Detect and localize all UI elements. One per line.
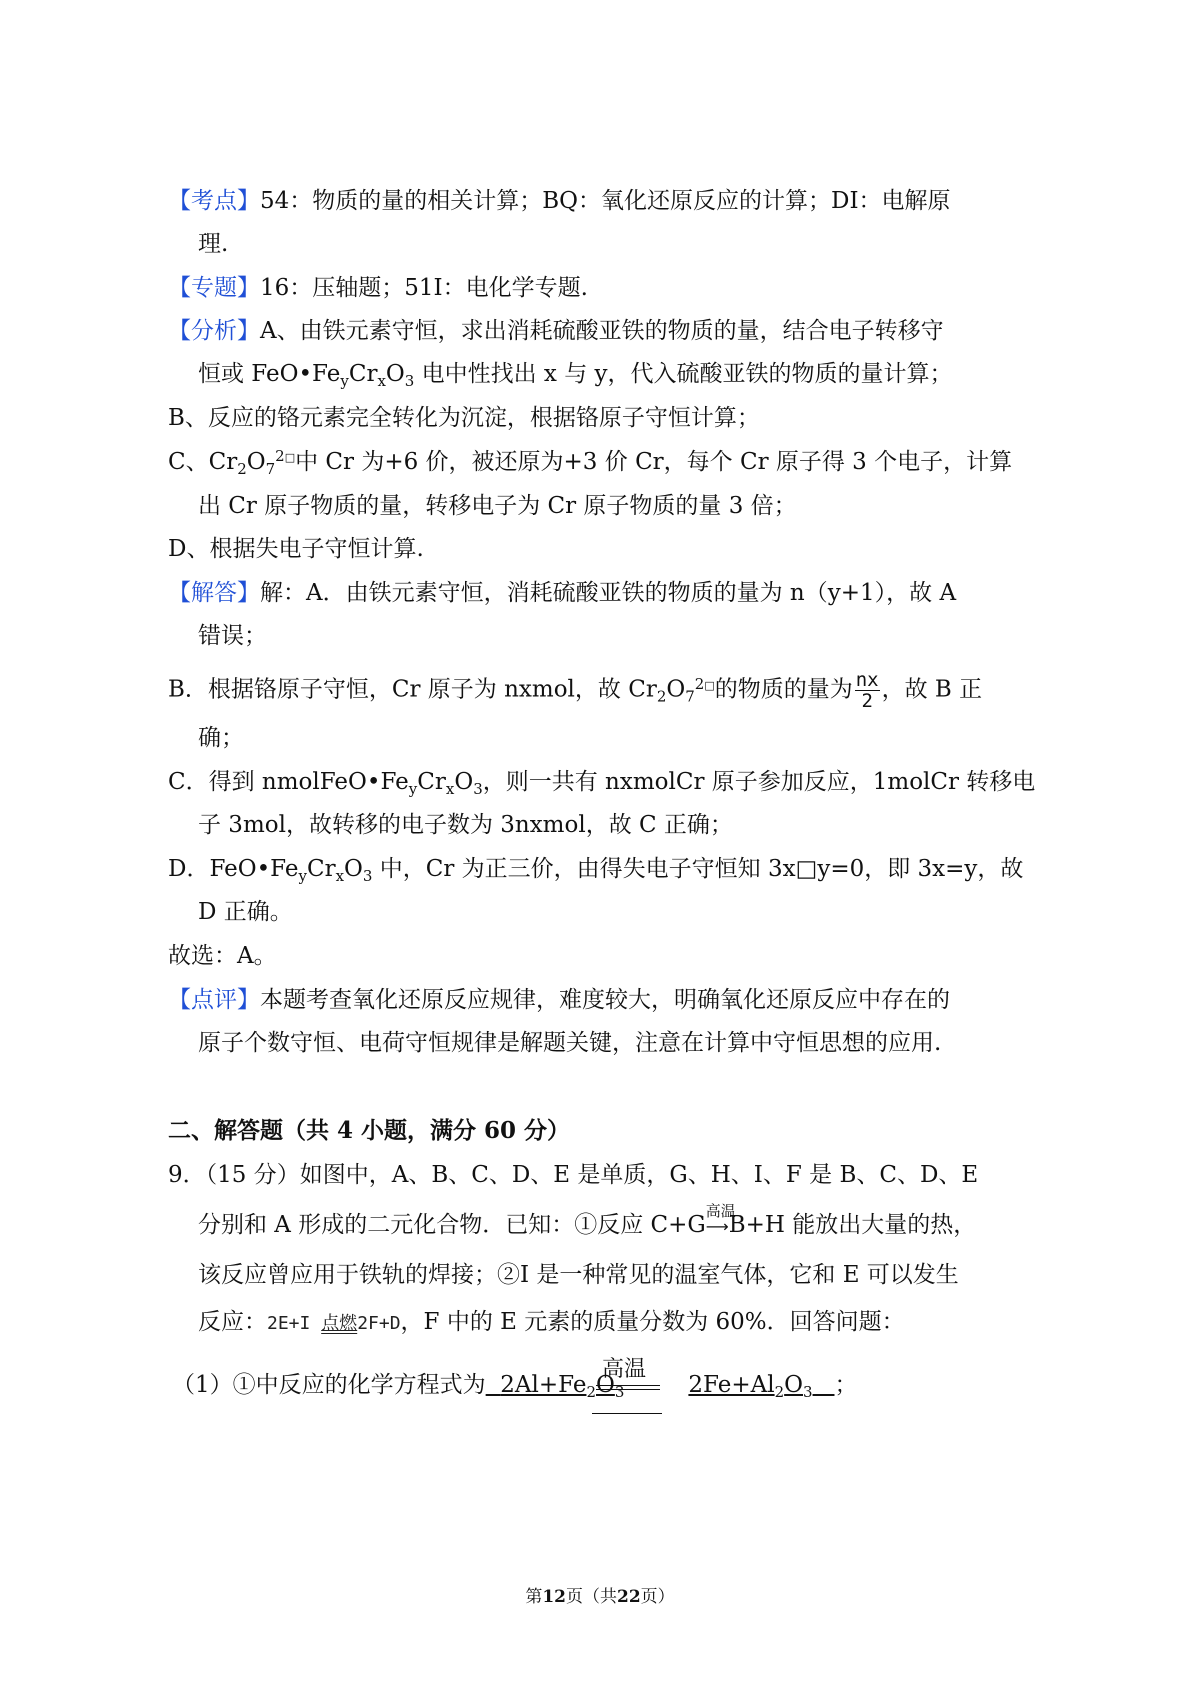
fenxi-line-1 <box>168 316 944 346</box>
zhuanti-line <box>168 273 588 303</box>
jieda-conclusion: 故选：A。 <box>168 943 277 969</box>
q9-line-1: 9．（15 分）如图中，A、B、C、D、E 是单质，G、H、I、F 是 B、C、D、E <box>168 1162 979 1188</box>
body-text: ，则一共有 nxmolCr 原子参加反应，1molCr 转移电 <box>482 769 1036 795</box>
subscript: 7 <box>685 687 695 706</box>
condition-label: 高温 <box>705 1202 736 1220</box>
fenxi-line-c2: 出 Cr 原子物质的量，转移电子为 Cr 原子物质的量 3 倍； <box>198 493 797 519</box>
combustion-equation: 2E+I 点燃2F+D <box>267 1313 401 1334</box>
formula-text: O <box>666 676 686 703</box>
jieda-line-d2: D 正确。 <box>198 899 293 925</box>
footer-text: 第 <box>525 1587 543 1607</box>
fraction-nx-over-2: $\frac{nx}{2}$ <box>855 669 879 712</box>
jieda-tag: 【解答】 <box>168 580 260 606</box>
body-text: ，故 B 正 <box>881 676 983 703</box>
jieda-line-d1 <box>168 854 1023 884</box>
arrow-icon: ⟶ <box>705 1217 729 1236</box>
formula-text: C．得到 nmolFeO•Fe <box>168 769 409 795</box>
fenxi-line-b: B、反应的铬元素完全转化为沉淀，根据铬原子守恒计算； <box>168 405 760 431</box>
body-text: y=0，即 3x=y，故 <box>817 856 1024 882</box>
answer-condition-high-temp: 高温 <box>602 1357 647 1382</box>
subscript: x <box>445 780 455 798</box>
body-text: 分别和 A 形成的二元化合物．已知：①反应 C+G <box>198 1212 706 1238</box>
subscript: x <box>377 372 386 390</box>
section-heading: 二、解答题（共 4 小题，满分 60 分） <box>168 1117 571 1144</box>
body-text: 电中性找出 x 与 y，代入硫酸亚铁的物质的量计算； <box>414 361 953 387</box>
kaodian-tag: 【考点】 <box>168 188 260 214</box>
charge-superscript: 2□ <box>694 674 715 693</box>
subscript: 3 <box>362 867 373 885</box>
q9-line-3: 该反应曾应用于铁轨的焊接；②I 是一种常见的温室气体，它和 E 可以发生 <box>198 1262 959 1288</box>
subscript: y <box>340 372 349 390</box>
formula-text: O <box>385 361 405 387</box>
body-text: 中 Cr 为+6 价，被还原为+3 价 Cr，每个 Cr 原子得 3 个电子，计算 <box>295 449 1013 475</box>
subscript: y <box>298 867 307 885</box>
jieda-text-a1: 解：A．由铁元素守恒，消耗硫酸亚铁的物质的量为 n（y+1），故 A <box>260 580 957 606</box>
subscript: x <box>335 867 345 885</box>
formula-text: O <box>454 769 474 795</box>
charge-superscript: 2□ <box>275 447 296 465</box>
formula-text: Cr <box>348 361 378 387</box>
jieda-line-a1 <box>168 578 956 608</box>
fenxi-tag: 【分析】 <box>168 318 260 344</box>
body-text: ，F 中的 E 元素的质量分数为 60%．回答问题： <box>400 1309 905 1335</box>
q9-line-4 <box>198 1307 905 1339</box>
formula-text: Cr <box>306 856 336 882</box>
body-text: 反应： <box>198 1309 267 1335</box>
formula-text: Cr <box>417 769 446 795</box>
jieda-line-a2: 错误； <box>198 623 267 649</box>
subscript: 3 <box>473 780 483 798</box>
jieda-line-b2: 确； <box>198 725 244 751</box>
kaodian-text-1: 54：物质的量的相关计算；BQ：氧化还原反应的计算；DI：电解原 <box>260 188 951 214</box>
subscript: y <box>408 780 418 798</box>
jieda-line-c2: 子 3mol，故转移的电子数为 3nxmol，故 C 正确； <box>198 812 733 838</box>
dianping-text-1: 本题考查氧化还原反应规律，难度较大，明确氧化还原反应中存在的 <box>260 987 950 1013</box>
fenxi-line-c1 <box>168 447 1012 477</box>
subscript: 2 <box>237 460 247 478</box>
equals-double-rule <box>596 1385 660 1390</box>
missing-glyph-box: □ <box>795 856 818 882</box>
zhuanti-tag: 【专题】 <box>168 275 260 301</box>
page-number: 12 <box>542 1587 566 1607</box>
body-text: 中，Cr 为正三价，由得失电子守恒知 3x <box>372 856 796 882</box>
q9-line-2 <box>198 1202 977 1242</box>
body-text: （1）①中反应的化学方程式为 <box>172 1372 486 1398</box>
subscript: 7 <box>265 460 276 478</box>
reaction-arrow-high-temp <box>705 1202 736 1242</box>
subscript: 3 <box>404 372 415 390</box>
kaodian-line-1 <box>168 186 951 216</box>
body-text: ； <box>834 1372 858 1398</box>
body-text: 的物质的量为 <box>714 676 853 703</box>
formula-text: 恒或 FeO•Fe <box>198 361 341 387</box>
footer-text: 页（共 <box>566 1587 617 1607</box>
zhuanti-text: 16：压轴题；51I：电化学专题. <box>260 275 588 301</box>
formula-text: O <box>246 449 266 475</box>
fenxi-line-2 <box>198 359 953 389</box>
dianping-line-2: 原子个数守恒、电荷守恒规律是解题关键，注意在计算中守恒思想的应用. <box>198 1030 942 1056</box>
answer-blank: $2Al+Fe_2O_3$ $2Fe+Al_2O_3$ <box>500 1372 813 1401</box>
q9-sub1-line <box>172 1370 857 1400</box>
dianping-tag: 【点评】 <box>168 987 260 1013</box>
formula-text: O <box>344 856 363 882</box>
kaodian-line-2: 理. <box>198 231 229 257</box>
total-pages: 22 <box>617 1587 641 1607</box>
body-text: B+H 能放出大量的热， <box>728 1212 977 1238</box>
body-text: B．根据铬原子守恒，Cr 原子为 nxmol，故 Cr <box>168 676 657 703</box>
subscript: 2 <box>656 687 667 706</box>
fenxi-text-1: A、由铁元素守恒，求出消耗硫酸亚铁的物质的量，结合电子转移守 <box>260 318 944 344</box>
footer-text: 页） <box>640 1587 675 1607</box>
formula-text: C、Cr <box>168 449 238 475</box>
formula-text: D．FeO•Fe <box>168 856 299 882</box>
page-footer <box>0 1585 1200 1609</box>
dianping-line-1 <box>168 985 950 1015</box>
jieda-line-b1 <box>168 670 982 711</box>
jieda-line-c1 <box>168 767 1035 797</box>
fenxi-line-d: D、根据失电子守恒计算. <box>168 536 424 562</box>
answer-blank-continuation <box>592 1413 662 1414</box>
